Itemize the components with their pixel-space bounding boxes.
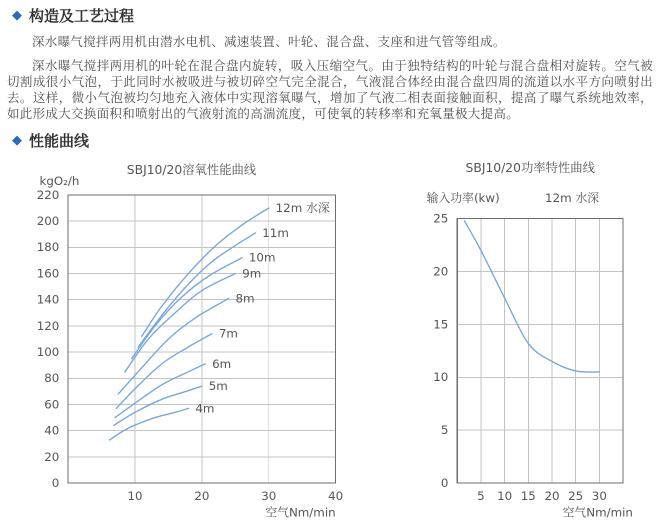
y-tick-label: 180 (36, 240, 60, 255)
x-axis-label: 空气Nm/min (265, 505, 336, 520)
data-curve (465, 221, 600, 372)
data-curve (115, 364, 205, 418)
paragraph-process: 深水曝气搅拌两用机的叶轮在混合盘内旋转，吸入压缩空气。由于独特结构的叶轮与混合盘相对旋转。空气被切割成很小气泡，于此同时水被吸进与被切碎空气完全混合，气液混合体经由混合盘四周的流道以水平方向喷射出去。这样，微小气泡被均匀地充入液体中实现溶氧曝气，增加了气液二相表面接触面积，提高了曝气系统地效率，如此形成大交换面积和喷射出的气液射流的高湍流度，可使氧的转移率和充氧量极大提高。 (7, 58, 653, 121)
x-tick-label: 30 (592, 488, 608, 503)
diamond-bullet-icon: ◆ (12, 133, 22, 148)
x-tick-label: 20 (544, 488, 560, 503)
y-axis-unit-label: kgO₂/h (39, 174, 80, 189)
x-tick-label: 5 (477, 488, 486, 503)
document-page (0, 5, 660, 526)
charts-row (4, 152, 656, 526)
curve-label: 11m (262, 225, 289, 240)
curve-label: 4m (195, 401, 215, 416)
x-tick-label: 20 (194, 488, 210, 503)
y-tick-label: 40 (44, 423, 60, 438)
curve-label: 6m (212, 356, 232, 371)
heading-performance (4, 130, 656, 151)
y-tick-label: 25 (433, 211, 449, 226)
paragraph-components: 深水曝气搅拌两用机由潜水电机、减速装置、叶轮、混合盘、支座和进气管等组成。 (32, 34, 506, 49)
curve-label: 12m 水深 (275, 200, 330, 215)
data-curve (132, 258, 242, 359)
heading-construction-text: 构造及工艺过程 (29, 7, 135, 25)
chart-title: SBJ10/20功率特性曲线 (465, 161, 596, 176)
y-tick-label: 120 (36, 318, 60, 333)
y-tick-label: 80 (44, 371, 60, 386)
y-tick-label: 20 (433, 264, 449, 279)
heading-construction (4, 5, 656, 26)
y-tick-label: 20 (44, 449, 60, 464)
power-characteristic-chart (399, 152, 656, 526)
data-curve (116, 334, 212, 409)
x-axis-label: 空气Nm/min (562, 505, 634, 520)
y-tick-label: 200 (36, 214, 60, 229)
y-tick-label: 220 (36, 187, 60, 202)
y-tick-label: 15 (433, 317, 449, 332)
y-tick-label: 0 (51, 476, 60, 491)
curve-label: 10m (248, 250, 276, 265)
curve-label: 8m (235, 291, 255, 306)
curve-label: 7m (218, 326, 238, 341)
x-tick-label: 40 (328, 488, 344, 503)
oxygen-performance-chart (4, 152, 351, 526)
x-tick-label: 30 (261, 488, 277, 503)
y-tick-label: 0 (441, 476, 449, 491)
curve-label: 9m (242, 266, 262, 281)
y-tick-label: 60 (44, 397, 60, 412)
y-tick-label: 160 (36, 266, 60, 281)
data-curve (114, 386, 202, 425)
y-tick-label: 5 (441, 423, 449, 438)
heading-performance-text: 性能曲线 (29, 132, 90, 150)
plot-frame (458, 219, 624, 483)
curve-label: 5m (208, 379, 228, 394)
x-tick-label: 10 (127, 488, 143, 503)
y-tick-label: 140 (36, 292, 60, 307)
y-tick-label: 100 (36, 345, 60, 360)
x-tick-label: 25 (568, 488, 584, 503)
x-tick-label: 15 (521, 488, 537, 503)
diamond-bullet-icon: ◆ (12, 8, 22, 23)
y-tick-label: 10 (433, 370, 449, 385)
x-tick-label: 10 (497, 488, 513, 503)
y-axis-label: 输入功率(kw) (427, 190, 501, 205)
chart-title: SBJ10/20溶氧性能曲线 (126, 163, 257, 178)
depth-annotation: 12m 水深 (545, 190, 600, 205)
